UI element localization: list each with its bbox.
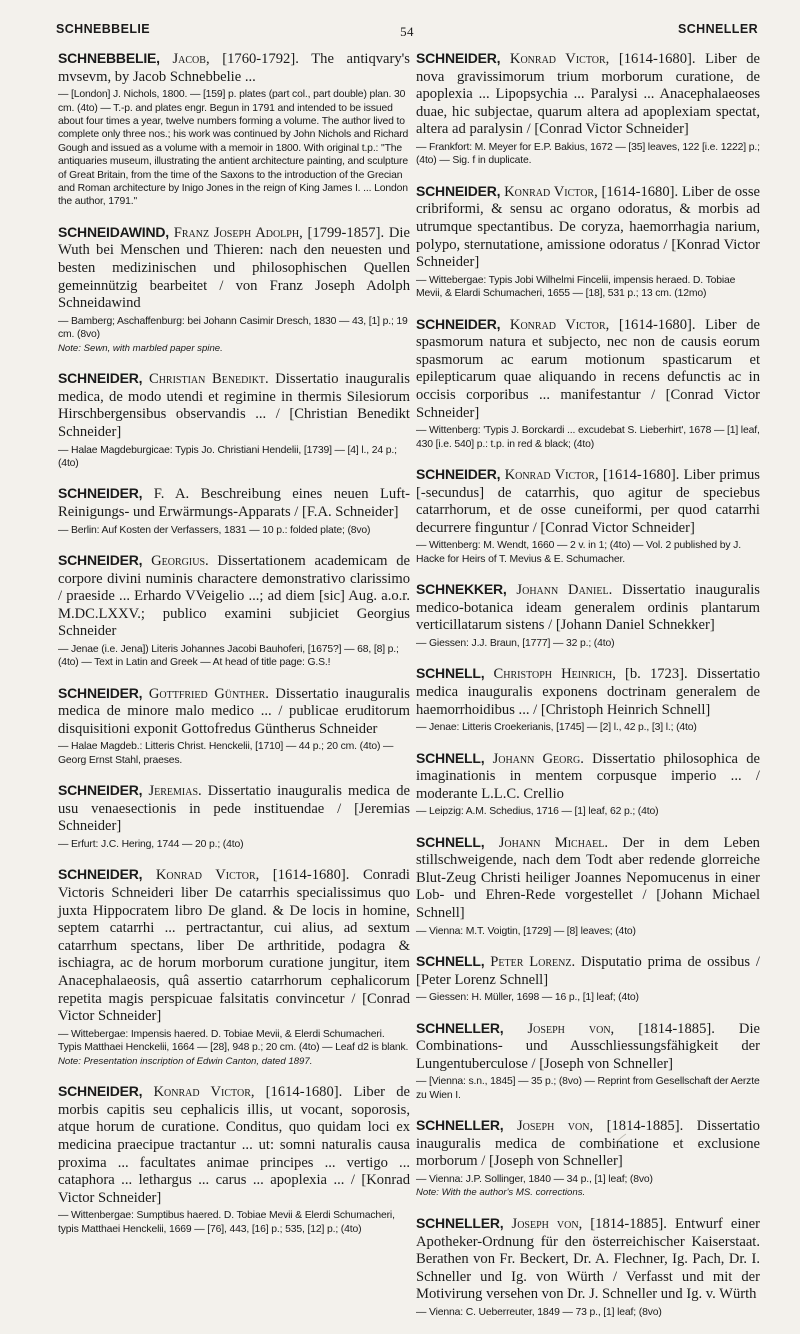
pencil-mark-icon [606,1130,632,1152]
entry-heading [58,485,410,521]
entry-heading [416,750,760,804]
catalog-entry [416,50,760,168]
running-head-right: SCHNELLER [678,22,758,36]
entry-heading [58,50,410,86]
entry-imprint: — Jenae: Litteris Croekerianis, [1745] — [2] l., 42 p., [3] l.; (4to) [416,722,697,734]
entry-title: Dissertatio inauguralis medica de combinatione et exclusione morborum / [Joseph von Schneller] [416,1118,760,1170]
author-forename: Jacob, [172,51,210,67]
entry-imprint: — Wittebergae: Impensis haered. D. Tobiae Mevii, & Elerdi Schumacheri. Typis Matthaei Henckelii, 1664 — [28], 948 p.; 20 cm. (4to) — Leaf d2 is blank. [58,1028,409,1054]
entry-heading [416,466,760,537]
author-dates: [1614-1680]. [272,867,350,884]
author-surname: SCHNELLER, [416,1214,504,1231]
author-forename: Jeremias. [148,783,202,800]
author-forename: Christoph Heinrich, [493,666,616,683]
author-surname: SCHNEIDER, [58,684,143,701]
entry-heading [416,953,760,989]
entry-imprint: — Wittenberg: 'Typis J. Borckardi ... excudebat S. Lieberhirt', 1678 — [1] leaf, 430 [i.e. 540] p.: t.p. in red & black; (4to) [416,425,760,450]
author-surname: SCHNEIDER, [58,370,143,387]
author-surname: SCHNELLER, [416,1117,504,1134]
entry-title: Die Wuth bei Menschen und Thieren: nach den neuesten und besten medizinischen und philosophischen Quellen gemeinnützig bearbeitet / von Franz Joseph Adolph Schneidawind [58,224,410,312]
author-surname: SCHNEIDER, [58,485,143,502]
catalog-entry [416,665,760,734]
entry-heading [58,552,410,641]
entry-title: Dissertatio inauguralis medico-botanica ideam generalem ordinis plantarum verticillatarum sistens / [Johann Daniel Schnekker] [416,582,760,634]
entry-imprint: — Vienna: C. Ueberreuter, 1849 — 73 p., [1] leaf; (8vo) [416,1306,662,1318]
entry-title: Liber de spasmorum natura et subjecto, nec non de causis eorum spasmorum ac earum motionum spasticarum et epilepticarum quae aliquando in recens defunctis ac in occisis corporibus ... manifestantur / [Conrad Victor Schneider] [416,316,760,421]
entry-title: Conradi Victoris Schneideri liber De catarrhis specialissimus quo juxta Hippocratem libro De gland. & De locis in homine, septem catarrhi ... pertractantur, cui alius, ad sextum catarrhum spectans, liber De arthritide, podagra & ischiagra, ac de horum morborum curatione jungitur, item Anacephalaeosis, quâ assertio catarrhorum cephalicorum repetita magis perspicuae falsitatis convincetur / [Conrad Victor Schneider] [58,867,410,1025]
entry-title: Liber de nova gravissimorum trium morborum curatione, de apoplexia ... Lipopsychia ... Paralysi ... Anacephalaeoses duae, hic subjectae, quarum altera ad apoplexiam spectat, altera ad paralysin / [Conrad Victor Schneider] [416,51,760,138]
author-dates: [1760-1792]. [222,51,299,67]
left-column [58,50,410,1251]
entry-title: The antiqvary's mvsevm, by Jacob Schnebbelie ... [58,51,410,85]
catalog-entry [58,685,410,768]
author-forename: Johann Georg. [492,750,584,767]
author-forename: Joseph von, [511,1215,583,1232]
catalog-entry [416,750,760,819]
entry-heading [416,665,760,719]
entry-imprint: — Giessen: J.J. Braun, [1777] — 32 p.; (4to) [416,637,615,649]
running-head-left: SCHNEBBELIE [56,22,150,36]
entry-title: Liber primus [-secundus] de catarrhis, quo agitur de speciebus catarrhorum, et de osse cuneiformi, per quod catarrhi decurrere finguntur / [Conrad Victor Schneider] [416,466,760,536]
author-surname: SCHNELLER, [416,1019,504,1036]
author-surname: SCHNEIDER, [416,315,501,332]
author-forename: Konrad Victor, [509,51,610,67]
author-surname: SCHNEIDER, [416,465,501,482]
catalog-entry [416,1215,760,1319]
author-dates: [1814-1885]. [590,1215,667,1232]
author-forename: Konrad Victor, [504,183,598,200]
author-surname: SCHNEIDER, [58,782,143,799]
entry-heading [58,866,410,1025]
author-surname: SCHNELL, [416,953,485,970]
author-dates: [1814-1885]. [606,1118,684,1135]
author-dates: [1614-1680]. [601,183,679,200]
author-forename: Konrad Victor, [155,867,260,884]
catalog-entry [58,485,410,537]
author-forename: Konrad Victor, [509,316,610,333]
page-number: 54 [400,24,414,39]
catalog-entry [416,466,760,566]
entry-imprint: — Berlin: Auf Kosten der Verfassers, 1831 — 10 p.: folded plate; (8vo) [58,524,371,536]
entry-imprint: — Giessen: H. Müller, 1698 — 16 p., [1] leaf; (4to) [416,992,639,1004]
catalog-entry [416,1020,760,1103]
entry-imprint: — Vienna: J.P. Sollinger, 1840 — 34 p., [1] leaf; (8vo) [416,1174,653,1186]
entry-title: Dissertatio inauguralis medica de minore malo medico ... / publicae eruditorum disquisitioni exponit Gottofredus Güntherus Schneider [58,685,410,737]
catalog-entry [58,782,410,851]
catalog-entry [416,183,760,301]
author-forename: Joseph von, [527,1020,615,1037]
author-dates: [1614-1680]. [618,51,696,67]
author-dates: [b. 1723]. [625,666,688,683]
entry-note: Note: Sewn, with marbled paper spine. [58,342,223,354]
entry-imprint: — Wittenberg: M. Wendt, 1660 — 2 v. in 1; (4to) — Vol. 2 published by J. Hacke for Heirs of T. Mevius & E. Schumacher. [416,540,741,565]
entry-title: Beschreibung eines neuen Luft-Reinigungs- und Erwärmungs-Apparats / [F.A. Schneider] [58,486,410,520]
entry-note: Note: Presentation inscription of Edwin Canton, dated 1897. [58,1055,313,1067]
author-surname: SCHNEBBELIE, [58,50,160,66]
author-forename: Johann Michael. [498,834,609,851]
entry-heading [416,50,760,139]
author-surname: SCHNEIDAWIND, [58,223,169,240]
entry-heading [58,224,410,313]
author-surname: SCHNELL, [416,833,485,850]
author-forename: Peter Lorenz. [490,954,576,971]
right-column [416,50,760,1334]
entry-title: Der in dem Leben stillschweigende, nach dem Todt aber redende glorreiche Blut-Zeug Christi heiliger Joannes Nepomucenus in einer Lob- und Ehren-Rede vorgestellet / [Johann Michael Schnell] [416,834,760,922]
entry-heading [58,370,410,441]
author-forename: Gottfried Günther. [148,685,269,702]
catalog-entry [58,866,410,1068]
entry-heading [416,834,760,923]
catalog-entry [58,224,410,355]
entry-imprint: — Wittenbergae: Sumptibus haered. D. Tobiae Mevii & Elerdi Schumacheri, typis Matthaei Henckelii, 1669 — [76], 443, [16] p.; 535, [12] p.; (4to) [58,1210,395,1235]
entry-title: Dissertatio inauguralis medica de usu venaesectionis in pede instituendae / [Jeremias Schneider] [58,783,411,835]
entry-title: Liber de morbis capitis seu cephalicis illis, ut vocant, soporosis, atque horum de curatione. Conditus, quo quidam loci ex medicina praecipue tractantur ... ut: somni naturalis causa proxima ... facultates animae principes ... vertigo ... cataphora ... lethargus ... carus ... apoplexia ... / [Konrad Victor Schneider] [58,1084,410,1206]
entry-imprint: — Jenae (i.e. Jena]) Literis Johannes Jacobi Bauhoferi, [1675?] — 68, [8] p.; (4to) — Text in Latin and Greek — At head of title page: G.S.! [58,643,399,669]
entry-heading [58,782,410,836]
entry-heading [416,183,760,272]
catalog-entry [416,834,760,938]
author-forename: Konrad Victor, [504,466,599,483]
catalog-entry [416,953,760,1005]
entry-note: Note: With the author's MS. corrections. [416,1187,586,1199]
author-dates: [1799-1857]. [307,224,385,241]
author-dates: [1814-1885]. [638,1020,715,1037]
author-surname: SCHNEIDER, [58,551,143,568]
catalog-entry [416,581,760,650]
catalog-entry [58,552,410,670]
author-surname: SCHNEKKER, [416,581,507,598]
author-forename: Konrad Victor, [153,1084,255,1101]
author-surname: SCHNEIDER, [58,1083,143,1100]
entry-title: Dissertatio inauguralis medica, de modo utendi et regimine in thermis Silesiorum Hirschbergensibus observandis ... / [Christian Benedikt Schneider] [58,371,410,440]
entry-imprint: — Erfurt: J.C. Hering, 1744 — 20 p.; (4to) [58,839,244,851]
entry-imprint: — Halae Magdeb.: Litteris Christ. Henckelii, [1710] — 44 p.; 20 cm. (4to) — Georg Ernst Stahl, praeses. [58,741,394,766]
entry-title: Entwurf einer Apotheker-Ordnung für den österreichischer Kaiserstaat. Berathen von Fr. Beckert, Dr. A. Flechner, Ig. Pach, Dr. I. Schneller und Ig. von Würth / Verfasst und mit der Motivirung versehen von Dr. J. Schneller und Ig. v. Würth [416,1215,761,1303]
entry-heading [416,316,760,423]
entry-imprint: — [Vienna: s.n., 1845] — 35 p.; (8vo) — Reprint from Gesellschaft der Aerzte zu Wien I. [416,1076,760,1101]
author-forename: Georgius. [151,552,209,569]
entry-imprint: — Frankfort: M. Meyer for E.P. Bakius, 1672 — [35] leaves, 122 [i.e. 1222] p.; (4to) — Sig. f in duplicate. [416,141,760,167]
author-forename: Joseph von, [516,1118,594,1135]
entry-imprint: — [London] J. Nichols, 1800. — [159] p. plates (part col., part double) plan. 30 cm. (4to) — T.-p. and plates engr. Begun in 1791 and intended to be issued about four times a year, twelve numbers forming a volume. The author lived to complete only three nos.; his work was continued by John Nichols and Richard Gough and issued as a volume with a memoir in 1800. With original t.p.: "The antiquaries museum, illustrating the antient architecture painting, and sculpture of Great Britain, from the time of the Saxons to the introduction of the Grecian and Roman architecture by Inigo Jones in the reign of King James I. ... London the author, 1791." [58,89,409,208]
entry-imprint: — Leipzig: A.M. Schedius, 1716 — [1] leaf, 62 p.; (4to) [416,806,659,818]
author-surname: SCHNEIDER, [58,866,143,883]
author-surname: SCHNEIDER, [416,182,501,199]
entry-heading [416,1117,760,1171]
catalog-entry [416,1117,760,1200]
entry-heading [416,1215,760,1304]
entry-title: Dissertationem academicam de corpore divini numinis charactere demonstrativo clarissimo / praeside ... Erhardo VVeigelio ...; ad diem [sic] Aug. a.o.r. M.DC.LXXV.; publico examini subjiciet Georgius Schneider [58,552,410,640]
entry-imprint: — Wittebergae: Typis Jobi Wilhelmi Fincelii, impensis heraed. D. Tobiae Mevii, & Elardi Schumacheri, 1655 — [18], 531 p.; 13 cm. (12mo) [416,274,736,300]
author-forename: Johann Daniel. [516,582,613,599]
entry-heading [58,1083,410,1207]
author-dates: [1614-1680]. [602,466,680,483]
catalog-entry [58,370,410,470]
entry-heading [58,685,410,739]
entry-title: Dissertatio philosophica de imaginationis in mentem corpusque imperio ... / moderante L.L.C. Crellio [416,750,760,802]
entry-imprint: — Bamberg; Aschaffenburg: bei Johann Casimir Dresch, 1830 — 43, [1] p.; 19 cm. (8vo) [58,315,408,341]
catalog-entry [416,316,760,451]
entry-title: Dissertatio medica inauguralis exponens doctrinam generalem de haemorrhoidibus ... / [Christoph Heinrich Schnell] [416,666,761,718]
entry-title: Die Combinations- und Ausschliessungsfähigkeit der Lungentuberculose / [Joseph von Schneller] [416,1020,760,1072]
author-surname: SCHNELL, [416,749,485,766]
author-surname: SCHNEIDER, [416,50,501,66]
catalog-entry [58,50,410,209]
author-dates: [1614-1680]. [265,1084,343,1101]
entry-imprint: — Vienna: M.T. Voigtin, [1729] — [8] leaves; (4to) [416,925,636,937]
entry-imprint: — Halae Magdeburgicae: Typis Jo. Christiani Hendelii, [1739] — [4] l., 24 p.; (4to) [58,444,397,469]
author-surname: SCHNELL, [416,665,485,682]
author-forename: Christian Benedikt. [148,371,269,388]
entry-title: Liber de osse cribriformi, & sensu ac organo odoratus, & morbis ad utrumque spectantibus. De coryza, haemorrhagia narium, polypo, sternutatione, amissione odoratus / [Konrad Victor Schneider] [416,183,760,271]
author-forename: Franz Joseph Adolph, [173,224,303,241]
author-dates: [1614-1680]. [618,316,696,333]
author-forename: F. A. [153,486,190,503]
entry-heading [416,1020,760,1074]
running-head [56,22,758,42]
entry-title: Disputatio prima de ossibus / [Peter Lorenz Schnell] [416,954,760,988]
entry-heading [416,581,760,635]
